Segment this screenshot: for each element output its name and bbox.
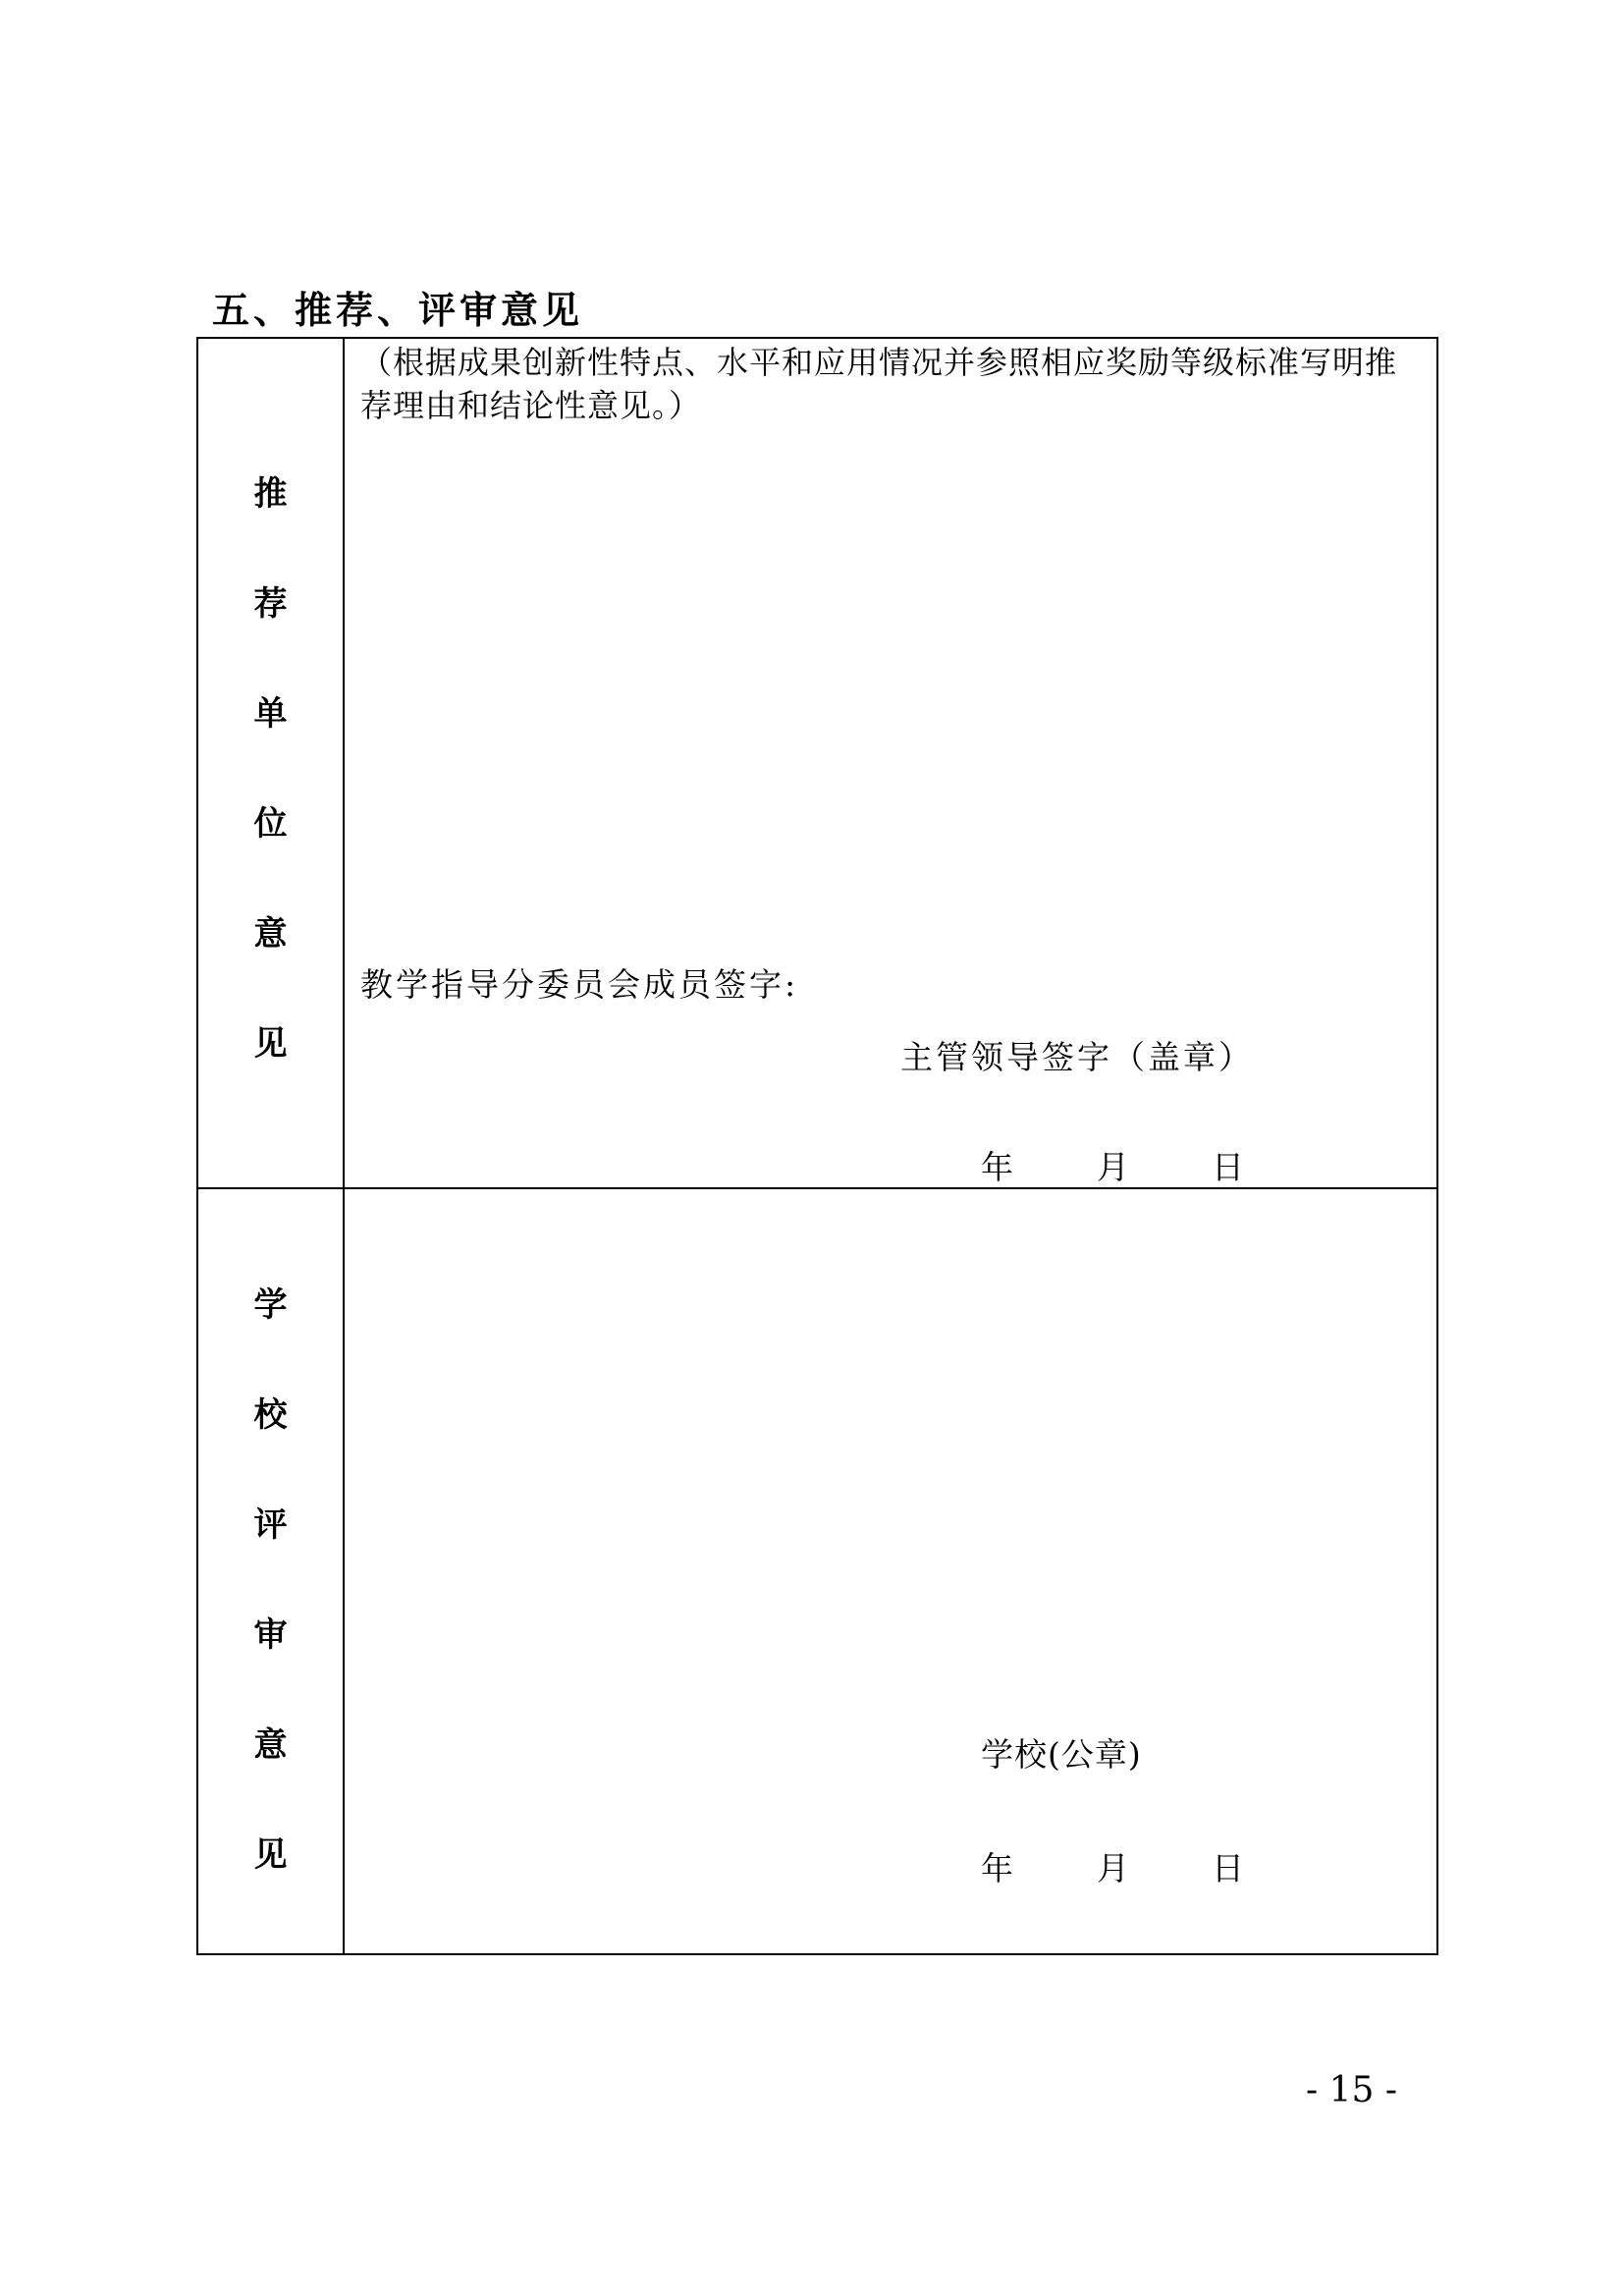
school-review-row — [198, 1189, 1436, 1953]
date-month-label: 月 — [1097, 1849, 1132, 1887]
row-label-char: 意 — [253, 914, 288, 954]
row-label-char: 校 — [253, 1395, 288, 1435]
section-heading: 五、推荐、评审意见 — [212, 288, 584, 332]
date-day-label: 日 — [1212, 1849, 1247, 1887]
page-number: - 15 - — [1306, 2070, 1398, 2110]
row-label-char: 评 — [253, 1505, 288, 1545]
row-label-char: 意 — [253, 1725, 288, 1765]
row-label-char: 位 — [253, 804, 288, 844]
school-review-label-cell — [198, 1189, 345, 1953]
date-month-label: 月 — [1097, 1148, 1132, 1186]
school-seal-label: 学校(公章) — [981, 1735, 1142, 1774]
recommending-unit-label-cell — [198, 339, 345, 1187]
recommending-unit-row — [198, 339, 1436, 1189]
leader-signature-label: 主管领导签字（盖章） — [900, 1038, 1254, 1076]
row-label-char: 单 — [253, 694, 288, 734]
row-label-char: 学 — [253, 1285, 288, 1325]
row-label-char: 推 — [253, 474, 288, 514]
row-label-char: 审 — [253, 1615, 288, 1655]
committee-signature-label: 教学指导分委员会成员签字: — [360, 965, 799, 1004]
school-review-opinion-cell[interactable] — [345, 1189, 1436, 1953]
row-label-char: 荐 — [253, 584, 288, 624]
date-day-label: 日 — [1212, 1148, 1247, 1186]
row-label-char: 见 — [253, 1835, 288, 1875]
instruction-text: （根据成果创新性特点、水平和应用情况并参照相应奖励等级标准写明推荐理由和结论性意见。） — [360, 344, 1398, 424]
opinion-form-table — [196, 337, 1438, 1955]
recommending-unit-opinion-cell[interactable] — [345, 339, 1436, 1187]
row-label-char: 见 — [253, 1024, 288, 1064]
date-year-label: 年 — [981, 1148, 1016, 1186]
date-year-label: 年 — [981, 1849, 1016, 1887]
